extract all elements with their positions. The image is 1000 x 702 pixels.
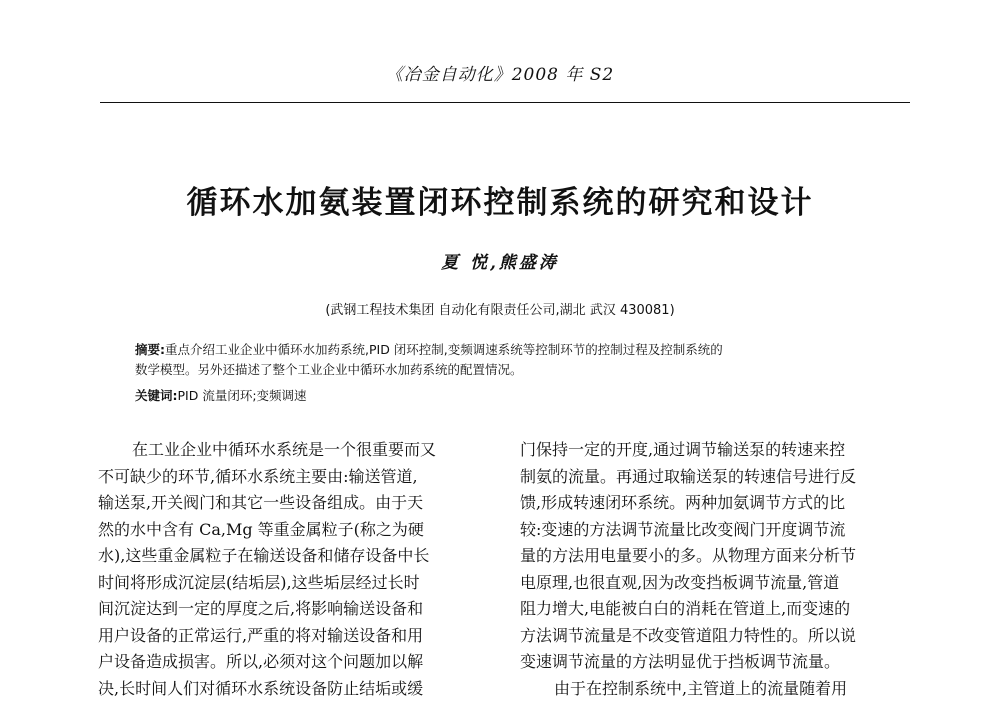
body-line: 阻力增大,电能被白白的消耗在管道上,而变速的 xyxy=(520,596,912,623)
keywords-text: PID 流量闭环;变频调速 xyxy=(178,388,307,403)
body-line: 馈,形成转速闭环系统。两种加氨调节方式的比 xyxy=(520,490,912,517)
body-line: 方法调节流量是不改变管道阻力特性的。所以说 xyxy=(520,623,912,650)
journal-header: 《冶金自动化》2008 年 S2 xyxy=(0,60,1000,85)
keywords xyxy=(135,386,307,406)
body-column-left xyxy=(98,437,490,702)
paper-title: 循环水加氨装置闭环控制系统的研究和设计 xyxy=(0,183,1000,223)
body-line: 在工业企业中循环水系统是一个很重要而又 xyxy=(98,437,490,464)
body-line: 输送泵,开关阀门和其它一些设备组成。由于天 xyxy=(98,490,490,517)
body-line: 时间将形成沉淀层(结垢层),这些垢层经过长时 xyxy=(98,570,490,597)
body-line: 然的水中含有 Ca,Mg 等重金属粒子(称之为硬 xyxy=(98,517,490,544)
affiliation: (武钢工程技术集团 自动化有限责任公司,湖北 武汉 430081) xyxy=(0,299,1000,318)
body-line: 制氨的流量。再通过取输送泵的转速信号进行反 xyxy=(520,464,912,491)
abstract xyxy=(135,340,880,380)
body-column-right xyxy=(520,437,912,702)
body-line: 由于在控制系统中,主管道上的流量随着用 xyxy=(520,676,912,702)
body-line: 电原理,也很直观,因为改变挡板调节流量,管道 xyxy=(520,570,912,597)
body-line: 用户设备的正常运行,严重的将对输送设备和用 xyxy=(98,623,490,650)
body-line: 变速调节流量的方法明显优于挡板调节流量。 xyxy=(520,649,912,676)
body-line: 决,长时间人们对循环水系统设备防止结垢或缓 xyxy=(98,676,490,702)
body-line: 户设备造成损害。所以,必须对这个问题加以解 xyxy=(98,649,490,676)
body-line: 不可缺少的环节,循环水系统主要由:输送管道, xyxy=(98,464,490,491)
body-line: 水),这些重金属粒子在输送设备和储存设备中长 xyxy=(98,543,490,570)
body-line: 较:变速的方法调节流量比改变阀门开度调节流 xyxy=(520,517,912,544)
abstract-text-1: 重点介绍工业企业中循环水加药系统,PID 闭环控制,变频调速系统等控制环节的控制过程及控制系统的 xyxy=(165,342,723,357)
body-line: 门保持一定的开度,通过调节输送泵的转速来控 xyxy=(520,437,912,464)
keywords-label: 关键词: xyxy=(135,388,178,403)
authors: 夏 悦,熊盛涛 xyxy=(0,248,1000,273)
body-line: 间沉淀达到一定的厚度之后,将影响输送设备和 xyxy=(98,596,490,623)
abstract-line-2: 数学模型。另外还描述了整个工业企业中循环水加药系统的配置情况。 xyxy=(135,360,880,380)
abstract-label: 摘要: xyxy=(135,342,165,357)
body-line: 量的方法用电量要小的多。从物理方面来分析节 xyxy=(520,543,912,570)
header-rule xyxy=(100,102,910,103)
abstract-line-1 xyxy=(135,340,880,360)
